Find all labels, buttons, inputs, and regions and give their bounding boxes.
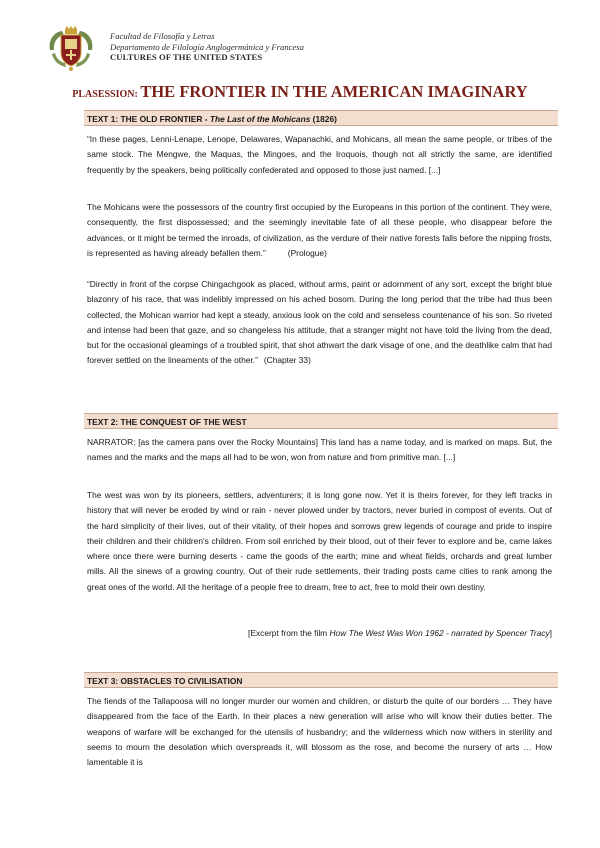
text3-heading [84,672,558,688]
text2-paragraph-2: The west was won by its pioneers, settlers, adventurers; it is long gone now. Yet it is theirs forever, for they left tracks in history that will never be eroded by wind or rain - never plowed under by tractors, never buried in compost of events. Out of the hard simplicity of their lives, out of their vitality, of their hopes and sorrows grew legends of courage and pride to inspire their children and their children's children. From soil enriched by their blood, out of their fever to explore and be, came lakes where once there were burning deserts - came the goods of the earth; mine and wheat fields, orchards and great lumber mills. All the sinews of a growing country. Out of their rude settlements, their trading posts came cities to rank among the great ones of the world. All the heritage of a people free to dream, free to act, free to mold their own destiny. [87,490,552,592]
text1-heading [84,110,558,126]
text2-source [87,626,552,641]
text1-paragraph-3 [87,277,552,369]
text1-paragraph-3-body: “Directly in front of the corpse Chingachgook as placed, without arms, paint or adornment of any sort, except the bright blue blazonry of his race, that was indelibly impressed on his ached bosom. During the long period that the tribe had thus been collected, the Mohican warrior had kept a steady, anxious look on the cold and senseless countenance of his son. So riveted and intense had been that gaze, and so changeless his attitude, that a stranger might not have told the living from the dead, but for the occasional gleamings of a troubled spirit, that shot athwart the dark visage of one, and the deathlike calm that had forever settled on the lineaments of the other.” [87,279,552,366]
title-lead: PLASESSION: [72,89,141,100]
text1-label: TEXT 1: THE OLD FRONTIER - [87,114,210,124]
text2-label: TEXT 2: THE CONQUEST OF THE WEST [87,417,247,427]
page-header [44,26,564,74]
text1-work-title: The Last of the Mohicans [209,114,311,124]
text2-heading [84,413,558,429]
course-name: CULTURES OF THE UNITED STATES [110,52,263,62]
text1-paragraph-3-source: (Chapter 33) [263,355,311,366]
text1-paragraph-2-body: The Mohicans were the possessors of the country first occupied by the Europeans in this portion of the continent. They were, consequently, the first dispossessed; and the seemingly inevitable fate of all these people, who disappear before the advances, or it might be termed the inroads, of civilization, as the verdure of their native forests falls before the nipping frosts, is represented as having already befallen them.” [87,202,552,258]
department-name: Departamento de Filología Anglogermánica y Francesa [110,41,304,52]
text2-source-suffix: ] [549,628,552,638]
text3-paragraph-1: The fiends of the Tallapoosa will no longer murder our women and children, or disturb the quite of our borders … They have disappeared from the face of the Earth. In their places a new generation will arise who will know their duties better. The weapons of warfare will be exchanged for the utensils of husbandry; and the wilderness which now withers in sterility and seems to mourn the desolation which overspreads it, will blossom as the rose, and become the nursery of arts … How lamentable it is [87,696,552,768]
text2-source-film: How The West Was Won 1962 - narrated by Spencer Tracy [329,628,550,638]
text1-paragraph-2-source: (Prologue) [287,247,327,258]
text3-label: TEXT 3: OBSTACLES TO CIVILISATION [87,676,243,686]
text2-paragraph-1: NARRATOR: [as the camera pans over the Rocky Mountains] This land has a name today, and is marked on maps. But, the names and the marks and the maps all had to be won, won from nature and from primitive man. [...] [87,437,552,463]
page-title [0,82,600,102]
faculty-name: Facultad de Filosofía y Letras [110,31,215,41]
text1-paragraph-1: “In these pages, Lenni-Lenape, Lenope, Delawares, Wapanachki, and Mohicans, all mean the same people, or tribes of the same stock. The Mengwe, the Maquas, the Mingoes, and the Iroquois, though not all strictly the same, are identified frequently by the speakers, being politically confederated and opposed to those just named. [...] [87,134,552,175]
text1-paragraph-2 [87,200,552,261]
university-crest-icon [44,26,98,72]
text2-source-prefix: [Excerpt from the film [248,628,330,638]
text1-year: (1826) [310,114,337,124]
title-main: THE FRONTIER IN THE AMERICAN IMAGINARY [140,82,528,101]
institution-block [110,31,304,63]
